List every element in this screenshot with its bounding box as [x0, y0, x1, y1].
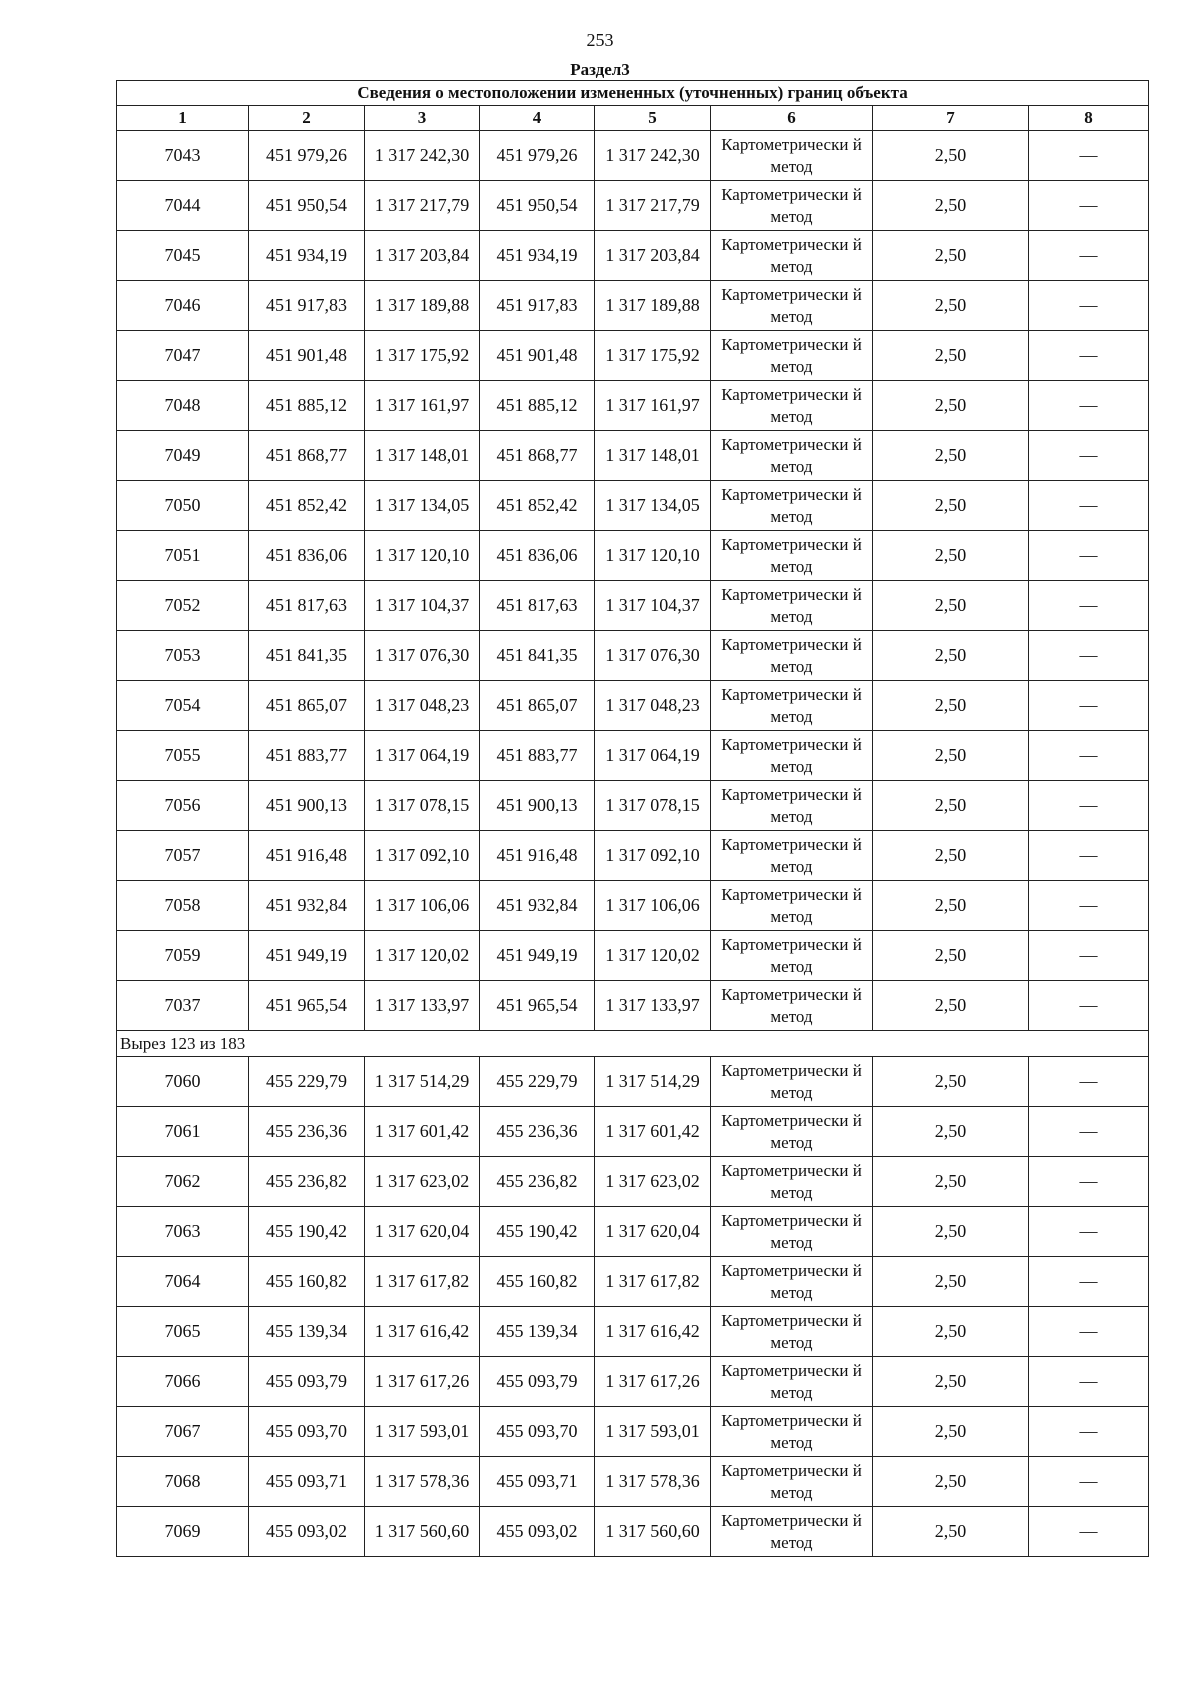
x-coordinate-cell: 451 901,48 — [249, 331, 365, 381]
x-coordinate-cell: 455 160,82 — [249, 1257, 365, 1307]
point-number-cell: 7044 — [117, 181, 249, 231]
table-row — [117, 731, 1149, 781]
y-coordinate-cell: 1 317 578,36 — [365, 1457, 480, 1507]
x-coordinate-cell: 451 901,48 — [480, 331, 595, 381]
precision-cell: 2,50 — [873, 781, 1029, 831]
table-row — [117, 181, 1149, 231]
column-number: 4 — [480, 106, 595, 131]
precision-cell: 2,50 — [873, 1507, 1029, 1557]
y-coordinate-cell: 1 317 560,60 — [595, 1507, 711, 1557]
y-coordinate-cell: 1 317 175,92 — [365, 331, 480, 381]
x-coordinate-cell: 451 917,83 — [249, 281, 365, 331]
method-cell: Картометрически й метод — [711, 331, 873, 381]
table-row — [117, 781, 1149, 831]
description-cell: — — [1029, 1157, 1149, 1207]
y-coordinate-cell: 1 317 217,79 — [595, 181, 711, 231]
method-cell: Картометрически й метод — [711, 1057, 873, 1107]
table-row — [117, 231, 1149, 281]
point-number-cell: 7047 — [117, 331, 249, 381]
x-coordinate-cell: 455 190,42 — [480, 1207, 595, 1257]
x-coordinate-cell: 451 950,54 — [249, 181, 365, 231]
table-row — [117, 331, 1149, 381]
x-coordinate-cell: 451 865,07 — [249, 681, 365, 731]
x-coordinate-cell: 451 885,12 — [480, 381, 595, 431]
y-coordinate-cell: 1 317 148,01 — [365, 431, 480, 481]
method-cell: Картометрически й метод — [711, 231, 873, 281]
method-cell: Картометрически й метод — [711, 1257, 873, 1307]
precision-cell: 2,50 — [873, 1357, 1029, 1407]
boundary-coordinates-table — [116, 80, 1149, 1557]
column-number-row — [117, 106, 1149, 131]
x-coordinate-cell: 451 868,77 — [480, 431, 595, 481]
description-cell: — — [1029, 281, 1149, 331]
x-coordinate-cell: 455 229,79 — [480, 1057, 595, 1107]
y-coordinate-cell: 1 317 620,04 — [365, 1207, 480, 1257]
point-number-cell: 7068 — [117, 1457, 249, 1507]
column-number: 3 — [365, 106, 480, 131]
x-coordinate-cell: 451 817,63 — [480, 581, 595, 631]
y-coordinate-cell: 1 317 617,82 — [365, 1257, 480, 1307]
y-coordinate-cell: 1 317 104,37 — [365, 581, 480, 631]
column-number: 6 — [711, 106, 873, 131]
point-number-cell: 7063 — [117, 1207, 249, 1257]
x-coordinate-cell: 451 900,13 — [249, 781, 365, 831]
point-number-cell: 7058 — [117, 881, 249, 931]
precision-cell: 2,50 — [873, 731, 1029, 781]
column-number: 1 — [117, 106, 249, 131]
precision-cell: 2,50 — [873, 931, 1029, 981]
precision-cell: 2,50 — [873, 981, 1029, 1031]
precision-cell: 2,50 — [873, 431, 1029, 481]
precision-cell: 2,50 — [873, 1457, 1029, 1507]
x-coordinate-cell: 455 093,70 — [480, 1407, 595, 1457]
precision-cell: 2,50 — [873, 681, 1029, 731]
x-coordinate-cell: 455 093,02 — [249, 1507, 365, 1557]
x-coordinate-cell: 451 979,26 — [480, 131, 595, 181]
y-coordinate-cell: 1 317 617,26 — [595, 1357, 711, 1407]
x-coordinate-cell: 455 236,36 — [480, 1107, 595, 1157]
x-coordinate-cell: 455 139,34 — [249, 1307, 365, 1357]
column-number: 5 — [595, 106, 711, 131]
y-coordinate-cell: 1 317 203,84 — [595, 231, 711, 281]
description-cell: — — [1029, 581, 1149, 631]
y-coordinate-cell: 1 317 064,19 — [595, 731, 711, 781]
y-coordinate-cell: 1 317 133,97 — [365, 981, 480, 1031]
description-cell: — — [1029, 831, 1149, 881]
method-cell: Картометрически й метод — [711, 1407, 873, 1457]
precision-cell: 2,50 — [873, 581, 1029, 631]
description-cell: — — [1029, 1057, 1149, 1107]
x-coordinate-cell: 451 868,77 — [249, 431, 365, 481]
point-number-cell: 7059 — [117, 931, 249, 981]
y-coordinate-cell: 1 317 217,79 — [365, 181, 480, 231]
table-row — [117, 131, 1149, 181]
method-cell: Картометрически й метод — [711, 1357, 873, 1407]
point-number-cell: 7057 — [117, 831, 249, 881]
method-cell: Картометрически й метод — [711, 1107, 873, 1157]
method-cell: Картометрически й метод — [711, 281, 873, 331]
x-coordinate-cell: 451 934,19 — [249, 231, 365, 281]
description-cell: — — [1029, 1507, 1149, 1557]
point-number-cell: 7043 — [117, 131, 249, 181]
point-number-cell: 7065 — [117, 1307, 249, 1357]
description-cell: — — [1029, 1407, 1149, 1457]
precision-cell: 2,50 — [873, 1407, 1029, 1457]
precision-cell: 2,50 — [873, 181, 1029, 231]
description-cell: — — [1029, 931, 1149, 981]
table-row — [117, 281, 1149, 331]
y-coordinate-cell: 1 317 106,06 — [595, 881, 711, 931]
y-coordinate-cell: 1 317 120,10 — [365, 531, 480, 581]
point-number-cell: 7054 — [117, 681, 249, 731]
table-row — [117, 1107, 1149, 1157]
x-coordinate-cell: 451 916,48 — [249, 831, 365, 881]
point-number-cell: 7064 — [117, 1257, 249, 1307]
point-number-cell: 7055 — [117, 731, 249, 781]
x-coordinate-cell: 455 093,71 — [249, 1457, 365, 1507]
y-coordinate-cell: 1 317 242,30 — [595, 131, 711, 181]
precision-cell: 2,50 — [873, 281, 1029, 331]
description-cell: — — [1029, 1257, 1149, 1307]
description-cell: — — [1029, 181, 1149, 231]
precision-cell: 2,50 — [873, 1107, 1029, 1157]
point-number-cell: 7050 — [117, 481, 249, 531]
section-title: Раздел3 — [570, 60, 630, 79]
table-row — [117, 681, 1149, 731]
point-number-cell: 7051 — [117, 531, 249, 581]
y-coordinate-cell: 1 317 133,97 — [595, 981, 711, 1031]
precision-cell: 2,50 — [873, 1207, 1029, 1257]
x-coordinate-cell: 455 139,34 — [480, 1307, 595, 1357]
description-cell: — — [1029, 781, 1149, 831]
y-coordinate-cell: 1 317 620,04 — [595, 1207, 711, 1257]
x-coordinate-cell: 451 979,26 — [249, 131, 365, 181]
y-coordinate-cell: 1 317 242,30 — [365, 131, 480, 181]
description-cell: — — [1029, 681, 1149, 731]
table-row — [117, 1207, 1149, 1257]
x-coordinate-cell: 455 190,42 — [249, 1207, 365, 1257]
x-coordinate-cell: 455 093,70 — [249, 1407, 365, 1457]
rows-after-group — [117, 1057, 1149, 1557]
page-number: 253 — [586, 30, 614, 50]
y-coordinate-cell: 1 317 120,10 — [595, 531, 711, 581]
method-cell: Картометрически й метод — [711, 1207, 873, 1257]
y-coordinate-cell: 1 317 106,06 — [365, 881, 480, 931]
precision-cell: 2,50 — [873, 481, 1029, 531]
y-coordinate-cell: 1 317 203,84 — [365, 231, 480, 281]
description-cell: — — [1029, 331, 1149, 381]
method-cell: Картометрически й метод — [711, 731, 873, 781]
y-coordinate-cell: 1 317 078,15 — [365, 781, 480, 831]
x-coordinate-cell: 451 852,42 — [480, 481, 595, 531]
method-cell: Картометрически й метод — [711, 981, 873, 1031]
table-row — [117, 931, 1149, 981]
point-number-cell: 7056 — [117, 781, 249, 831]
point-number-cell: 7046 — [117, 281, 249, 331]
x-coordinate-cell: 455 236,82 — [480, 1157, 595, 1207]
description-cell: — — [1029, 381, 1149, 431]
x-coordinate-cell: 451 934,19 — [480, 231, 595, 281]
x-coordinate-cell: 451 917,83 — [480, 281, 595, 331]
method-cell: Картометрически й метод — [711, 831, 873, 881]
table-row — [117, 531, 1149, 581]
table-row — [117, 581, 1149, 631]
table-row — [117, 631, 1149, 681]
group-header-row — [117, 1031, 1149, 1057]
precision-cell: 2,50 — [873, 131, 1029, 181]
method-cell: Картометрически й метод — [711, 381, 873, 431]
description-cell: — — [1029, 431, 1149, 481]
y-coordinate-cell: 1 317 514,29 — [595, 1057, 711, 1107]
precision-cell: 2,50 — [873, 881, 1029, 931]
table-row — [117, 431, 1149, 481]
point-number-cell: 7053 — [117, 631, 249, 681]
point-number-cell: 7062 — [117, 1157, 249, 1207]
x-coordinate-cell: 451 836,06 — [249, 531, 365, 581]
method-cell: Картометрически й метод — [711, 431, 873, 481]
description-cell: — — [1029, 131, 1149, 181]
y-coordinate-cell: 1 317 134,05 — [365, 481, 480, 531]
y-coordinate-cell: 1 317 120,02 — [365, 931, 480, 981]
precision-cell: 2,50 — [873, 1257, 1029, 1307]
description-cell: — — [1029, 1357, 1149, 1407]
description-cell: — — [1029, 1207, 1149, 1257]
table-row — [117, 1507, 1149, 1557]
x-coordinate-cell: 455 160,82 — [480, 1257, 595, 1307]
precision-cell: 2,50 — [873, 331, 1029, 381]
x-coordinate-cell: 455 236,36 — [249, 1107, 365, 1157]
method-cell: Картометрически й метод — [711, 581, 873, 631]
x-coordinate-cell: 451 932,84 — [249, 881, 365, 931]
y-coordinate-cell: 1 317 161,97 — [365, 381, 480, 431]
table-row — [117, 1057, 1149, 1107]
point-number-cell: 7069 — [117, 1507, 249, 1557]
y-coordinate-cell: 1 317 623,02 — [365, 1157, 480, 1207]
table-caption: Сведения о местоположении измененных (уточненных) границ объекта — [117, 81, 1149, 106]
x-coordinate-cell: 451 900,13 — [480, 781, 595, 831]
y-coordinate-cell: 1 317 601,42 — [595, 1107, 711, 1157]
precision-cell: 2,50 — [873, 831, 1029, 881]
method-cell: Картометрически й метод — [711, 1457, 873, 1507]
y-coordinate-cell: 1 317 048,23 — [595, 681, 711, 731]
x-coordinate-cell: 455 236,82 — [249, 1157, 365, 1207]
x-coordinate-cell: 451 916,48 — [480, 831, 595, 881]
table-row — [117, 831, 1149, 881]
y-coordinate-cell: 1 317 601,42 — [365, 1107, 480, 1157]
y-coordinate-cell: 1 317 623,02 — [595, 1157, 711, 1207]
description-cell: — — [1029, 531, 1149, 581]
method-cell: Картометрически й метод — [711, 631, 873, 681]
x-coordinate-cell: 455 093,79 — [249, 1357, 365, 1407]
point-number-cell: 7067 — [117, 1407, 249, 1457]
x-coordinate-cell: 455 093,79 — [480, 1357, 595, 1407]
precision-cell: 2,50 — [873, 1057, 1029, 1107]
precision-cell: 2,50 — [873, 231, 1029, 281]
table-row — [117, 381, 1149, 431]
x-coordinate-cell: 455 229,79 — [249, 1057, 365, 1107]
method-cell: Картометрически й метод — [711, 531, 873, 581]
y-coordinate-cell: 1 317 514,29 — [365, 1057, 480, 1107]
description-cell: — — [1029, 881, 1149, 931]
y-coordinate-cell: 1 317 092,10 — [595, 831, 711, 881]
x-coordinate-cell: 451 841,35 — [249, 631, 365, 681]
point-number-cell: 7060 — [117, 1057, 249, 1107]
y-coordinate-cell: 1 317 617,26 — [365, 1357, 480, 1407]
column-number: 8 — [1029, 106, 1149, 131]
y-coordinate-cell: 1 317 189,88 — [365, 281, 480, 331]
table-row — [117, 881, 1149, 931]
method-cell: Картометрически й метод — [711, 481, 873, 531]
table-row — [117, 1257, 1149, 1307]
y-coordinate-cell: 1 317 076,30 — [365, 631, 480, 681]
method-cell: Картометрически й метод — [711, 681, 873, 731]
x-coordinate-cell: 455 093,71 — [480, 1457, 595, 1507]
y-coordinate-cell: 1 317 617,82 — [595, 1257, 711, 1307]
precision-cell: 2,50 — [873, 1307, 1029, 1357]
description-cell: — — [1029, 1107, 1149, 1157]
method-cell: Картометрически й метод — [711, 181, 873, 231]
x-coordinate-cell: 451 852,42 — [249, 481, 365, 531]
y-coordinate-cell: 1 317 189,88 — [595, 281, 711, 331]
y-coordinate-cell: 1 317 134,05 — [595, 481, 711, 531]
table-row — [117, 981, 1149, 1031]
y-coordinate-cell: 1 317 560,60 — [365, 1507, 480, 1557]
x-coordinate-cell: 451 836,06 — [480, 531, 595, 581]
table-row — [117, 1157, 1149, 1207]
method-cell: Картометрически й метод — [711, 931, 873, 981]
description-cell: — — [1029, 1307, 1149, 1357]
x-coordinate-cell: 451 949,19 — [249, 931, 365, 981]
y-coordinate-cell: 1 317 578,36 — [595, 1457, 711, 1507]
table-row — [117, 1357, 1149, 1407]
y-coordinate-cell: 1 317 078,15 — [595, 781, 711, 831]
method-cell: Картометрически й метод — [711, 781, 873, 831]
description-cell: — — [1029, 231, 1149, 281]
x-coordinate-cell: 451 965,54 — [480, 981, 595, 1031]
x-coordinate-cell: 451 865,07 — [480, 681, 595, 731]
description-cell: — — [1029, 481, 1149, 531]
precision-cell: 2,50 — [873, 381, 1029, 431]
x-coordinate-cell: 451 885,12 — [249, 381, 365, 431]
method-cell: Картометрически й метод — [711, 881, 873, 931]
method-cell: Картометрически й метод — [711, 131, 873, 181]
x-coordinate-cell: 451 965,54 — [249, 981, 365, 1031]
point-number-cell: 7049 — [117, 431, 249, 481]
y-coordinate-cell: 1 317 175,92 — [595, 331, 711, 381]
y-coordinate-cell: 1 317 092,10 — [365, 831, 480, 881]
column-number: 2 — [249, 106, 365, 131]
description-cell: — — [1029, 981, 1149, 1031]
description-cell: — — [1029, 631, 1149, 681]
y-coordinate-cell: 1 317 616,42 — [595, 1307, 711, 1357]
method-cell: Картометрически й метод — [711, 1307, 873, 1357]
table-row — [117, 1307, 1149, 1357]
y-coordinate-cell: 1 317 593,01 — [365, 1407, 480, 1457]
x-coordinate-cell: 451 841,35 — [480, 631, 595, 681]
y-coordinate-cell: 1 317 148,01 — [595, 431, 711, 481]
column-number: 7 — [873, 106, 1029, 131]
table-row — [117, 481, 1149, 531]
y-coordinate-cell: 1 317 593,01 — [595, 1407, 711, 1457]
point-number-cell: 7052 — [117, 581, 249, 631]
y-coordinate-cell: 1 317 048,23 — [365, 681, 480, 731]
x-coordinate-cell: 451 883,77 — [249, 731, 365, 781]
point-number-cell: 7037 — [117, 981, 249, 1031]
x-coordinate-cell: 451 932,84 — [480, 881, 595, 931]
description-cell: — — [1029, 731, 1149, 781]
point-number-cell: 7066 — [117, 1357, 249, 1407]
y-coordinate-cell: 1 317 161,97 — [595, 381, 711, 431]
y-coordinate-cell: 1 317 064,19 — [365, 731, 480, 781]
x-coordinate-cell: 455 093,02 — [480, 1507, 595, 1557]
table-row — [117, 1407, 1149, 1457]
table-row — [117, 1457, 1149, 1507]
y-coordinate-cell: 1 317 616,42 — [365, 1307, 480, 1357]
point-number-cell: 7045 — [117, 231, 249, 281]
precision-cell: 2,50 — [873, 1157, 1029, 1207]
method-cell: Картометрически й метод — [711, 1157, 873, 1207]
group-header: Вырез 123 из 183 — [117, 1031, 1149, 1057]
rows-before-group — [117, 131, 1149, 1031]
description-cell: — — [1029, 1457, 1149, 1507]
x-coordinate-cell: 451 950,54 — [480, 181, 595, 231]
method-cell: Картометрически й метод — [711, 1507, 873, 1557]
x-coordinate-cell: 451 949,19 — [480, 931, 595, 981]
y-coordinate-cell: 1 317 104,37 — [595, 581, 711, 631]
y-coordinate-cell: 1 317 120,02 — [595, 931, 711, 981]
precision-cell: 2,50 — [873, 531, 1029, 581]
y-coordinate-cell: 1 317 076,30 — [595, 631, 711, 681]
x-coordinate-cell: 451 883,77 — [480, 731, 595, 781]
x-coordinate-cell: 451 817,63 — [249, 581, 365, 631]
point-number-cell: 7061 — [117, 1107, 249, 1157]
point-number-cell: 7048 — [117, 381, 249, 431]
precision-cell: 2,50 — [873, 631, 1029, 681]
